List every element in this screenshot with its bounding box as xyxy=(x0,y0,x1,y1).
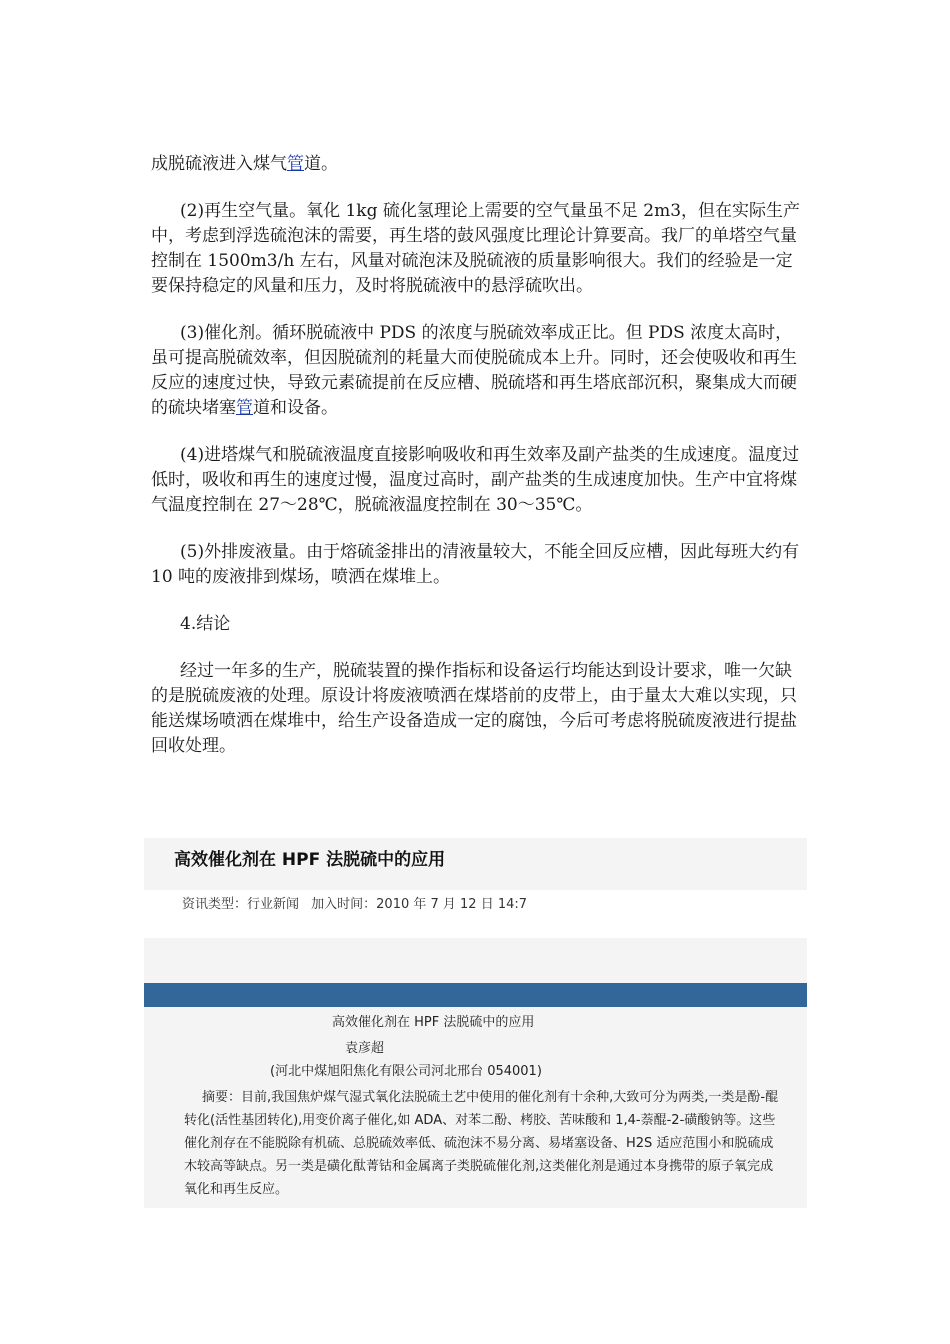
content-header-bar xyxy=(144,983,807,1007)
article-date: 加入时间：2010 年 7 月 12 日 14:7 xyxy=(311,897,528,912)
body-text xyxy=(151,152,803,781)
content-affiliation: (河北中煤旭阳焦化有限公司河北邢台 054001) xyxy=(270,1064,542,1079)
article-content xyxy=(144,1007,807,1208)
content-author: 袁彦超 xyxy=(345,1041,385,1056)
article-type: 资讯类型：行业新闻 xyxy=(182,897,300,912)
article-meta xyxy=(182,895,535,915)
pipe-link[interactable]: 管 xyxy=(287,154,304,174)
content-title: 高效催化剂在 HPF 法脱硫中的应用 xyxy=(332,1015,535,1030)
paragraph-waste-liquid: (5)外排废液量。由于熔硫釜排出的清液量较大，不能全回反应槽，因此每班大约有 10 吨的废液排到煤场，喷洒在煤堆上。 xyxy=(151,542,800,587)
section-heading-conclusion: 4.结论 xyxy=(180,614,231,634)
paragraph-catalyst: (3)催化剂。循环脱硫液中 PDS 的浓度与脱硫效率成正比。但 PDS 浓度太高时，虽可提高脱硫效率，但因脱硫剂的耗量大而使脱硫成本上升。同时，还会使吸收和再生反应的速度过快，导致元素硫提前在反应槽、脱硫塔和再生塔底部沉积，聚集成大而硬的硫块堵塞管道和设备。 xyxy=(151,323,797,418)
paragraph-0: 成脱硫液进入煤气管道。 xyxy=(151,154,338,174)
pipe-link[interactable]: 管 xyxy=(236,398,253,418)
article-spacer xyxy=(144,938,807,983)
paragraph-temperature: (4)进塔煤气和脱硫液温度直接影响吸收和再生效率及副产盐类的生成速度。温度过低时，吸收和再生的速度过慢，温度过高时，副产盐类的生成速度加快。生产中宜将煤气温度控制在 27～28℃，脱硫液温度控制在 30～35℃。 xyxy=(151,445,800,515)
article-title: 高效催化剂在 HPF 法脱硫中的应用 xyxy=(174,850,446,870)
paragraph-conclusion: 经过一年多的生产，脱硫装置的操作指标和设备运行均能达到设计要求，唯一欠缺的是脱硫废液的处理。原设计将废液喷洒在煤塔前的皮带上，由于量太大难以实现，只能送煤场喷洒在煤堆中，给生产设备造成一定的腐蚀，今后可考虑将脱硫废液进行提盐回收处理。 xyxy=(151,661,797,756)
article-title-box xyxy=(144,838,807,890)
content-abstract: 摘要：目前,我国焦炉煤气湿式氧化法脱硫土艺中使用的催化剂有十余种,大致可分为两类,一类是酚-醌转化(活性基团转化),用变价离子催化,如 ADA、对苯二酚、栲胶、苦味酸和 1,4-萘醌-2-磺酸钠等。这些催化剂存在不能脱除有机硫、总脱硫效率低、硫泡沫不易分离、易堵塞设备、H2S 适应范围小和脱硫成木较高等缺点。另一类是磺化酞菁钴和金属离子类脱硫催化剂,这类催化剂是通过本身携带的原子氧完成氧化和再生反应。 xyxy=(184,1090,779,1197)
paragraph-regeneration-air: (2)再生空气量。氧化 1kg 硫化氢理论上需要的空气量虽不足 2m3，但在实际生产中，考虑到浮选硫泡沫的需要，再生塔的鼓风强度比理论计算要高。我厂的单塔空气量控制在 1500m3/h 左右，风量对硫泡沫及脱硫液的质量影响很大。我们的经验是一定要保持稳定的风量和压力，及时将脱硫液中的悬浮硫吹出。 xyxy=(151,201,801,296)
